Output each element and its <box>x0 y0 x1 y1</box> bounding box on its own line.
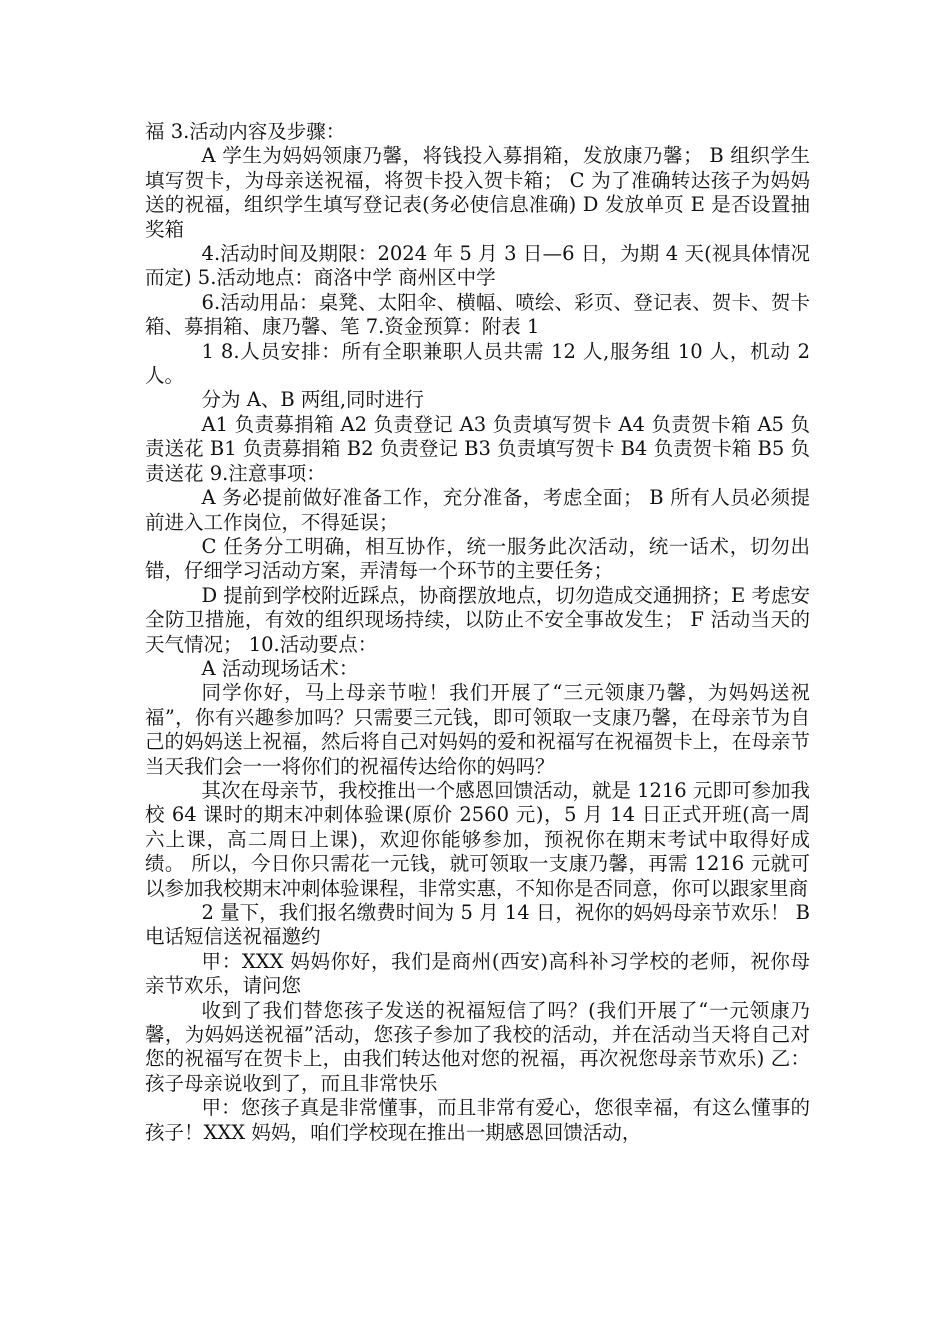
paragraph: A1 负责募捐箱 A2 负责登记 A3 负责填写贺卡 A4 负责贺卡箱 A5 负责送花 B1 负责募捐箱 B2 负责登记 B3 负责填写贺卡 B4 负责贺卡箱 B5 负责送花 9.注意事项： <box>145 412 810 485</box>
paragraph: 分为 A、B 两组,同时进行 <box>201 388 425 412</box>
paragraph: A 务必提前做好准备工作，充分准备，考虑全面； B 所有人员必须提前进入工作岗位，不得延误； <box>145 486 810 534</box>
document-body <box>145 120 810 1145</box>
paragraph: D 提前到学校附近踩点，协商摆放地点，切勿造成交通拥挤；E 考虑安全防卫措施，有效的组织现场持续，以防止不安全事故发生； F 活动当天的天气情况； 10.活动要点： <box>145 583 810 656</box>
paragraph: 1 8.人员安排：所有全职兼职人员共需 12 人,服务组 10 人，机动 2 人。 <box>145 339 810 388</box>
paragraph: 6.活动用品：桌凳、太阳伞、横幅、喷绘、彩页、登记表、贺卡、贺卡箱、募捐箱、康乃馨、笔 7.资金预算：附表 1 <box>145 290 810 339</box>
paragraph: C 任务分工明确，相互协作，统一服务此次活动，统一话术，切勿出错，仔细学习活动方案，弄清每一个环节的主要任务； <box>145 534 810 583</box>
paragraph: 其次在母亲节，我校推出一个感恩回馈活动，就是 1216 元即可参加我校 64 课时的期末冲刺体验课(原价 2560 元)，5 月 14 日正式开班(高一周六上课，高二周日上课)，欢迎你能够参加，预祝你在期末考试中取得好成绩。 所以，今日你只需花一元钱，就可领取一支康乃馨，再需 1216 元就可以参加我校期末冲刺体验课程，非常实惠，不知你是否同意，你可以跟家里商 <box>145 778 810 900</box>
paragraph: 甲：XXX 妈妈你好，我们是商州(西安)高科补习学校的老师，祝你母亲节欢乐，请问您 <box>145 949 810 998</box>
paragraph: 收到了我们替您孩子发送的祝福短信了吗？(我们开展了“一元领康乃馨，为妈妈送祝福”活动，您孩子参加了我校的活动，并在活动当天将自己对您的祝福写在贺卡上，由我们转达他对您的祝福，再次祝您母亲节欢乐) 乙：孩子母亲说收到了，而且非常快乐 <box>145 998 810 1095</box>
paragraph: 福 3.活动内容及步骤： <box>145 120 346 143</box>
paragraph: 甲：您孩子真是非常懂事，而且非常有爱心，您很幸福，有这么懂事的孩子！XXX 妈妈，咱们学校现在推出一期感恩回馈活动， <box>145 1096 810 1144</box>
paragraph: 4.活动时间及期限：2024 年 5 月 3 日—6 日，为期 4 天(视具体情况而定) 5.活动地点：商洛中学 商州区中学 <box>145 242 810 290</box>
paragraph: A 活动现场话术： <box>201 656 359 680</box>
paragraph: A 学生为妈妈领康乃馨，将钱投入募捐箱，发放康乃馨； B 组织学生填写贺卡，为母亲送祝福，将贺卡投入贺卡箱； C 为了准确转达孩子为妈妈送的祝福，组织学生填写登记表(务必使信息准确) D 发放单页 E 是否设置抽奖箱 <box>145 144 810 241</box>
paragraph: 2 量下，我们报名缴费时间为 5 月 14 日，祝你的妈妈母亲节欢乐！ B 电话短信送祝福邀约 <box>145 901 810 949</box>
paragraph: 同学你好，马上母亲节啦！我们开展了“三元领康乃馨，为妈妈送祝福”，你有兴趣参加吗？只需要三元钱，即可领取一支康乃馨，在母亲节为自己的妈妈送上祝福，然后将自己对妈妈的爱和祝福写在祝福贺卡上，在母亲节当天我们会一一将你们的祝福传达给你的妈吗？ <box>145 681 810 778</box>
